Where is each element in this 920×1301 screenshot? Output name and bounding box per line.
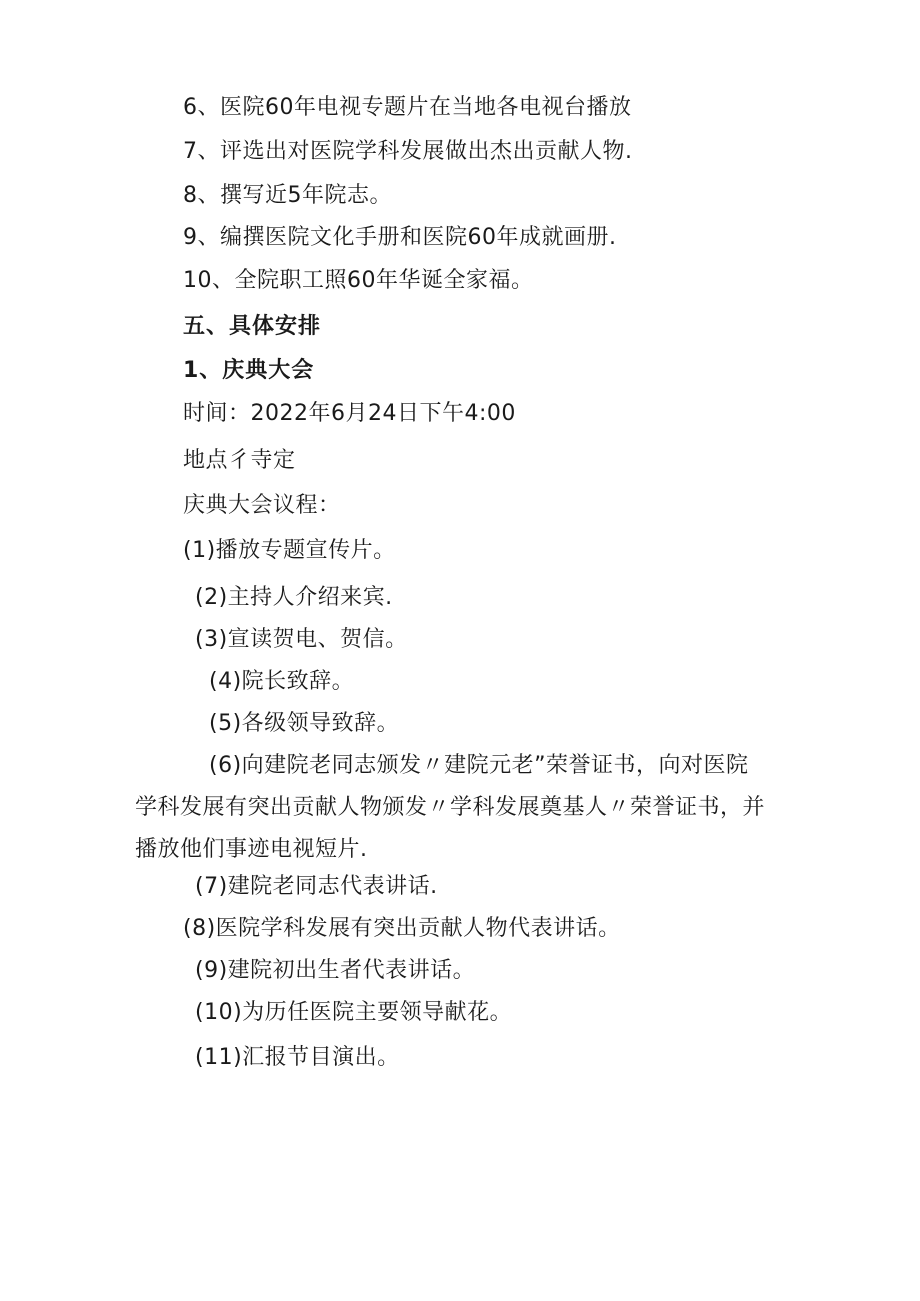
agenda-label: 庆典大会议程：: [183, 493, 341, 518]
list-item: 7、评选出对医院学科发展做出杰出贡献人物.: [183, 139, 633, 164]
agenda-item-6-line-3: 播放他们事迹电视短片.: [135, 837, 368, 862]
list-item: 8、撰写近5年院志。: [183, 183, 392, 208]
agenda-item-6-line-1: (6)向建院老同志颁发〃建院元老”荣誉证书，向对医院: [209, 753, 749, 778]
agenda-item-7: (7)建院老同志代表讲话.: [195, 874, 438, 899]
agenda-item-6-line-2: 学科发展有突出贡献人物颁发〃学科发展奠基人〃荣誉证书，并: [135, 795, 766, 820]
agenda-item-4: (4)院长致辞。: [209, 669, 355, 694]
agenda-item-1: (1)播放专题宣传片。: [183, 538, 396, 563]
list-item: 6、医院60年电视专题片在当地各电视台播放: [183, 95, 632, 120]
agenda-item-8: (8)医院学科发展有突出贡献人物代表讲话。: [183, 916, 621, 941]
agenda-item-10: (10)为历任医院主要领导献花。: [195, 1000, 513, 1025]
agenda-item-11: (11)汇报节目演出。: [195, 1045, 400, 1070]
agenda-item-2: (2)主持人介绍来宾.: [195, 585, 393, 610]
agenda-item-5: (5)各级领导致辞。: [209, 711, 400, 736]
agenda-item-9: (9)建院初出生者代表讲话。: [195, 958, 476, 983]
agenda-item-3: (3)宣读贺电、贺信。: [195, 627, 408, 652]
time-line: 时间：2022年6月24日下午4:00: [183, 401, 516, 426]
section-heading: 五、具体安排: [183, 314, 322, 339]
list-item: 9、编撰医院文化手册和医院60年成就画册.: [183, 225, 617, 250]
location-line: 地点彳寺定: [183, 448, 296, 473]
subsection-heading: 1、庆典大会: [183, 358, 315, 383]
list-item: 10、全院职工照60年华诞全家福。: [183, 268, 534, 293]
